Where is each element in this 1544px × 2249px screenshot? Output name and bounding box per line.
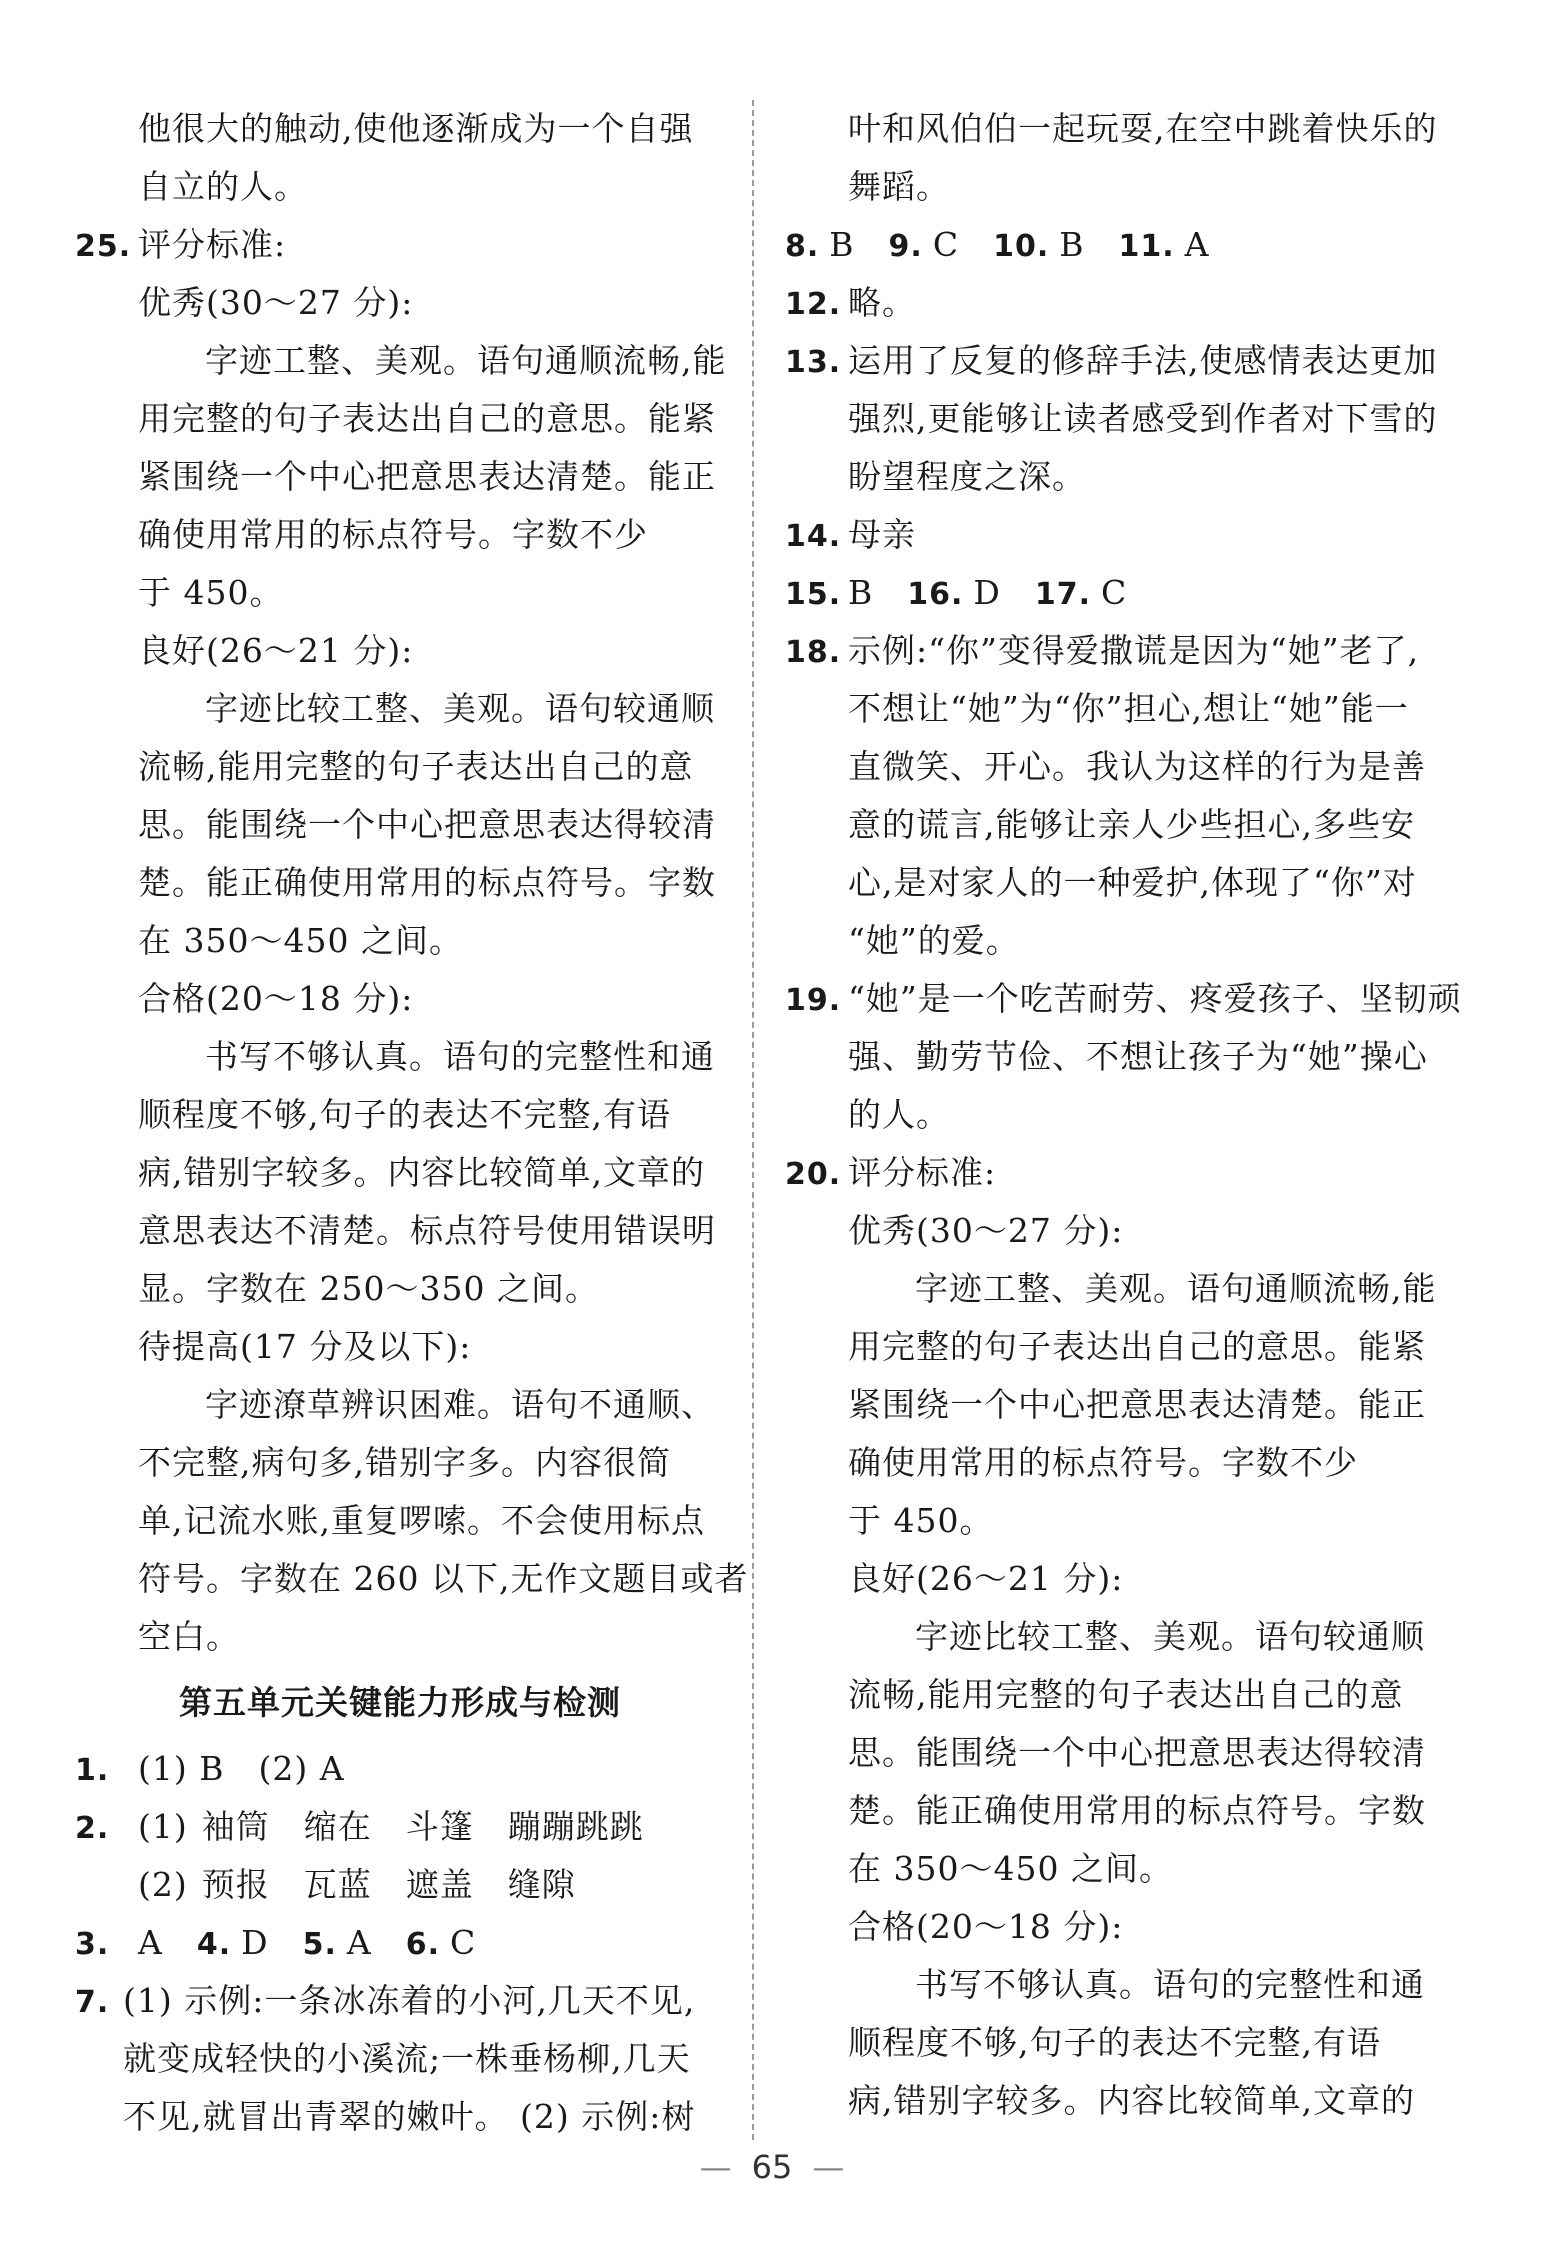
text-line: 单,记流水账,重复啰嗦。不会使用标点	[138, 1501, 705, 1540]
text-line: 字迹工整、美观。语句通顺流畅,能	[915, 1269, 1437, 1308]
question-number: 5.	[302, 1927, 337, 1962]
text-line: 于 450。	[848, 1501, 994, 1540]
text-line: 空白。	[138, 1617, 240, 1656]
answer: B	[1059, 225, 1085, 264]
text-line: 用完整的句子表达出自己的意思。能紧	[848, 1327, 1426, 1366]
text-line: 显。字数在 250～350 之间。	[138, 1269, 599, 1308]
question-number: 8.	[785, 229, 820, 264]
question-2	[75, 1798, 725, 1856]
text-line: 直微笑、开心。我认为这样的行为是善	[848, 747, 1426, 786]
question-number: 14.	[785, 519, 842, 554]
question-number: 7.	[75, 1985, 110, 2020]
question-number: 15.	[785, 577, 842, 612]
question-12	[785, 274, 1435, 332]
word: 瓦蓝	[303, 1865, 372, 1904]
grade-heading: 待提高(17 分及以下):	[138, 1327, 472, 1366]
answer: D	[241, 1923, 269, 1962]
sub-label: (1)	[138, 1807, 188, 1846]
question-2-part-2	[75, 1856, 725, 1914]
text-line: 就变成轻快的小溪流;一株垂杨柳,几天	[123, 2039, 691, 2078]
answer: A	[346, 1923, 372, 1962]
text-line: 在 350～450 之间。	[138, 921, 463, 960]
question-number: 1.	[75, 1753, 110, 1788]
text-line: 楚。能正确使用常用的标点符号。字数	[848, 1791, 1426, 1830]
text-line: 意的谎言,能够让亲人少些担心,多些安	[848, 805, 1415, 844]
footer-dash: —	[699, 2148, 732, 2186]
question-number: 16.	[907, 577, 964, 612]
text-line: 不想让“她”为“你”担心,想让“她”能一	[848, 689, 1409, 728]
text-line: 用完整的句子表达出自己的意思。能紧	[138, 399, 716, 438]
answer: (1) B	[138, 1749, 225, 1788]
question-number: 2.	[75, 1811, 110, 1846]
text-line: 的人。	[848, 1095, 950, 1134]
questions-15-17	[785, 564, 1435, 622]
answer: C	[1101, 573, 1128, 612]
text-line: 确使用常用的标点符号。字数不少	[138, 515, 648, 554]
grade-heading: 合格(20～18 分):	[138, 979, 414, 1018]
right-column	[785, 100, 1462, 2130]
answer: B	[829, 225, 855, 264]
question-1	[75, 1740, 725, 1798]
word: 预报	[201, 1865, 270, 1904]
questions-8-11	[785, 216, 1435, 274]
question-25	[75, 216, 725, 274]
text-line: 流畅,能用完整的句子表达出自己的意	[138, 747, 694, 786]
text-line: 符号。字数在 260 以下,无作文题目或者	[138, 1559, 749, 1598]
text-line: 字迹比较工整、美观。语句较通顺	[915, 1617, 1425, 1656]
question-number: 6.	[405, 1927, 440, 1962]
grade-heading: 合格(20～18 分):	[848, 1907, 1124, 1946]
text-line: “她”的爱。	[848, 921, 1020, 960]
question-20	[785, 1144, 1435, 1202]
text-line: 盼望程度之深。	[848, 457, 1086, 496]
text-line: 病,错别字较多。内容比较简单,文章的	[848, 2081, 1415, 2120]
question-number: 11.	[1118, 229, 1175, 264]
answer: C	[450, 1923, 477, 1962]
question-number: 12.	[785, 287, 842, 322]
text-line: 楚。能正确使用常用的标点符号。字数	[138, 863, 716, 902]
answer: A	[1184, 225, 1210, 264]
text-line: 强、勤劳节俭、不想让孩子为“她”操心	[848, 1037, 1428, 1076]
text-line: 字迹工整、美观。语句通顺流畅,能	[205, 341, 727, 380]
text-line: 意思表达不清楚。标点符号使用错误明	[138, 1211, 716, 1250]
word: 袖筒	[201, 1807, 270, 1846]
text-line: 确使用常用的标点符号。字数不少	[848, 1443, 1358, 1482]
question-number: 4.	[196, 1927, 232, 1962]
text-line: 运用了反复的修辞手法,使感情表达更加	[848, 341, 1438, 380]
question-18	[785, 622, 1435, 680]
grade-heading: 优秀(30～27 分):	[138, 283, 414, 322]
text-line: 紧围绕一个中心把意思表达清楚。能正	[848, 1385, 1426, 1424]
answer: 略。	[848, 283, 916, 322]
grade-heading: 良好(26～21 分):	[138, 631, 414, 670]
word: 斗篷	[405, 1807, 474, 1846]
text-line: 于 450。	[138, 573, 284, 612]
page-footer	[0, 2148, 1544, 2186]
question-19	[785, 970, 1462, 1028]
text-line: 强烈,更能够让读者感受到作者对下雪的	[848, 399, 1438, 438]
page-number: 65	[751, 2148, 793, 2186]
question-number: 17.	[1034, 577, 1092, 612]
text-line: 叶和风伯伯一起玩耍,在空中跳着快乐的	[848, 109, 1438, 148]
grade-heading: 优秀(30～27 分):	[848, 1211, 1124, 1250]
question-number: 19.	[785, 983, 842, 1018]
sub-label: (2)	[138, 1865, 188, 1904]
word: 缝隙	[507, 1865, 576, 1904]
text-line: 思。能围绕一个中心把意思表达得较清	[848, 1733, 1426, 1772]
text-line: 不完整,病句多,错别字多。内容很简	[138, 1443, 671, 1482]
word: 蹦蹦跳跳	[507, 1807, 644, 1846]
text-line: 舞蹈。	[848, 167, 950, 206]
question-number: 13.	[785, 345, 842, 380]
answer: B	[848, 573, 874, 612]
footer-dash: —	[812, 2148, 845, 2186]
left-column	[75, 100, 749, 2146]
text-line: 书写不够认真。语句的完整性和通	[915, 1965, 1425, 2004]
question-number: 10.	[993, 229, 1050, 264]
text-line: 他很大的触动,使他逐渐成为一个自强	[138, 109, 694, 148]
text-line: 自立的人。	[138, 167, 308, 206]
text-line: 流畅,能用完整的句子表达出自己的意	[848, 1675, 1404, 1714]
grade-heading: 良好(26～21 分):	[848, 1559, 1124, 1598]
word: 缩在	[303, 1807, 372, 1846]
question-number: 18.	[785, 635, 842, 670]
question-14	[785, 506, 1435, 564]
text-line: 顺程度不够,句子的表达不完整,有语	[848, 2023, 1381, 2062]
criteria-heading: 评分标准:	[848, 1153, 997, 1192]
answer: A	[138, 1923, 163, 1962]
answer: 母亲	[848, 515, 916, 554]
text-line: 病,错别字较多。内容比较简单,文章的	[138, 1153, 705, 1192]
answer: (2) A	[258, 1749, 345, 1788]
text-line: 字迹潦草辨识困难。语句不通顺、	[205, 1385, 715, 1424]
answer: D	[973, 573, 1001, 612]
text-line: 在 350～450 之间。	[848, 1849, 1173, 1888]
answer: C	[932, 225, 960, 264]
question-13	[785, 332, 1438, 390]
question-7	[75, 1972, 725, 2030]
question-number: 3.	[75, 1927, 110, 1962]
text-line: “她”是一个吃苦耐劳、疼爱孩子、坚韧顽	[848, 979, 1462, 1018]
text-line: (1) 示例:一条冰冻着的小河,几天不见,	[123, 1981, 696, 2020]
question-number: 9.	[888, 229, 923, 264]
text-line: 思。能围绕一个中心把意思表达得较清	[138, 805, 716, 844]
text-line: 心,是对家人的一种爱护,体现了“你”对	[848, 863, 1417, 902]
question-number: 20.	[785, 1157, 842, 1192]
column-divider	[752, 100, 754, 2140]
questions-3-6	[75, 1914, 725, 1972]
section-title: 第五单元关键能力形成与检测	[179, 1683, 621, 1722]
text-line: 紧围绕一个中心把意思表达清楚。能正	[138, 457, 716, 496]
text-line: 书写不够认真。语句的完整性和通	[205, 1037, 715, 1076]
text-line: 示例:“你”变得爱撒谎是因为“她”老了,	[848, 631, 1420, 670]
word: 遮盖	[405, 1865, 474, 1904]
text-line: 字迹比较工整、美观。语句较通顺	[205, 689, 715, 728]
question-number: 25.	[75, 229, 132, 264]
text-line: 顺程度不够,句子的表达不完整,有语	[138, 1095, 671, 1134]
text-line: 不见,就冒出青翠的嫩叶。 (2) 示例:树	[123, 2097, 696, 2136]
criteria-heading: 评分标准:	[138, 225, 287, 264]
